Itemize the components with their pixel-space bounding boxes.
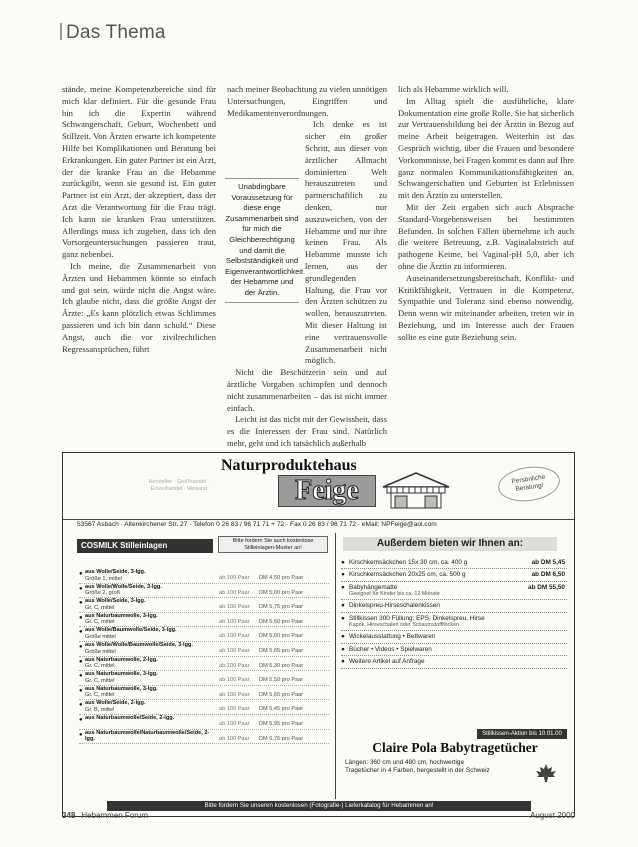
offer-price: ab DM 5,45 xyxy=(531,559,565,566)
product-row xyxy=(79,671,329,686)
offer-item xyxy=(341,569,567,581)
product-price: DM 5,45 pro Paar xyxy=(259,706,304,713)
product-name-block xyxy=(85,730,215,743)
product-name: aus Naturbaumwolle, 3-lgg. xyxy=(85,685,158,692)
product-row xyxy=(79,715,329,730)
bullet-icon: ● xyxy=(79,629,83,636)
offer-text: Stillkissen 300 Füllung: EPS, Dinkelspreu, Hirse xyxy=(349,614,485,622)
product-quantity: ab 100 Paar xyxy=(219,647,250,654)
offer-text: Kirschkernsäckchen 15x 30 cm, ca. 400 g xyxy=(349,559,468,566)
company-stamp: Hersteller · Großhandel · Einzelhandel · Versand xyxy=(148,479,210,492)
product-desc: Gr. C, mittel xyxy=(85,692,115,699)
claire-pola-title: Claire Pola Babytragetücher xyxy=(372,740,538,755)
offer-text: Kirschkernsäckchen 20x25 cm, ca. 500 g xyxy=(349,571,466,579)
bullet-icon: ● xyxy=(341,614,345,622)
product-row xyxy=(79,700,329,715)
offer-item xyxy=(341,557,567,569)
product-name: aus Wolle/Baumwolle/Seide, 3-lgg. xyxy=(85,627,177,634)
bullet-icon: ● xyxy=(79,673,83,680)
product-name-block xyxy=(85,627,215,640)
nursing-pads-panel xyxy=(63,533,336,799)
product-desc: Gr. C, mittel xyxy=(85,677,115,684)
offer-item xyxy=(341,600,567,612)
paragraph: Leicht ist das nicht mit der Gewissheit, dass es die Interessen der Frau sind. Natürlich mehr, geht und ich tatsächlich außerhalb xyxy=(227,414,387,448)
product-desc: Gr. C, mittel xyxy=(85,619,115,626)
claire-pola-text: Längen: 360 cm und 480 cm, hochwertige Tragetücher in 4 Farben, hergestellt in der Schweiz xyxy=(345,759,490,774)
offer-item xyxy=(341,644,567,656)
product-name-block xyxy=(85,642,215,655)
product-price: DM 5,00 pro Paar xyxy=(259,633,304,640)
product-row xyxy=(79,584,329,599)
offer-text: Weitere Artikel auf Anfrage xyxy=(349,658,425,666)
product-name-block xyxy=(85,657,215,670)
section-title: Das Thema xyxy=(66,22,166,43)
offer-text: Wickelausstattung • Bettwaren xyxy=(349,633,436,641)
page-date: August 2000 xyxy=(530,811,575,820)
page-footer-left xyxy=(62,811,148,820)
magazine-name: Hebammen Forum xyxy=(81,811,149,820)
product-desc: Größe 2, groß xyxy=(85,590,121,597)
product-price: DM 5,50 pro Paar xyxy=(259,618,304,625)
offer-subtext: Kapok, Hirseschalen oder Schaumstoffflocken xyxy=(349,622,460,629)
shop-house-icon xyxy=(381,471,451,509)
product-row xyxy=(79,657,329,672)
bullet-icon: ● xyxy=(79,571,83,577)
offers-list xyxy=(341,557,567,669)
product-quantity: ab 100 Paar xyxy=(219,735,250,742)
product-row xyxy=(79,598,329,613)
bullet-icon: ● xyxy=(79,643,83,650)
product-price: DM 5,65 pro Paar xyxy=(259,691,304,698)
promo-badge: Stillkissen-Aktion bis 10.01.00 xyxy=(477,729,567,739)
paragraph: Ich denke es ist sicher ein großer Schritt, aus dieser von ärztlicher Allmacht dominierten Welt herauszutreten und partnerschaftlich zu denken, nur auszuweichen, von der Hebamme und nur ihre keinen Frau. Als Hebamme musste ich lernen, aus der grundlegenden Haltung, die Frau vor den Ärzten schützen zu wollen, herauszutreten. Mit dieser Haltung ist eine vertrauensvolle Zusammenarbeit nicht möglich. xyxy=(305,119,387,366)
product-name: aus Wolle/Wolle/Seide, 3-lgg. xyxy=(85,583,162,590)
product-row xyxy=(79,569,329,584)
section-header xyxy=(60,22,166,44)
product-quantity: ab 100 Paar xyxy=(219,691,250,698)
product-price: DM 5,00 pro Paar xyxy=(259,589,304,596)
product-name-block xyxy=(85,715,215,722)
product-quantity: ab 100 Paar xyxy=(219,575,250,581)
product-name-block xyxy=(85,671,215,684)
product-name: aus Naturbaumwolle, 3-lgg. xyxy=(85,612,158,619)
offer-item xyxy=(341,631,567,643)
paragraph: Ich meine, die Zusammenarbeit von Ärzten und Hebammen könnte so einfach und gut sein, würde nicht die Angst wäre. Ich glaube nicht, dass die größte Angst der Ärzte: „Es kann plötzlich etwas Schlimmes passieren und ich bin dann schuld.“ Diese Angst, auch die vor zivilrechtlichen Regressansprüchen, führt xyxy=(62,260,216,354)
product-quantity: ab 100 Paar xyxy=(219,662,250,669)
product-row xyxy=(79,613,329,628)
bullet-icon: ● xyxy=(79,585,83,592)
product-price: DM 5,75 pro Paar xyxy=(259,604,304,611)
offer-text: Bücher • Videos • Spielwaren xyxy=(349,645,432,653)
product-desc: Größe 1, mittel xyxy=(85,575,122,582)
bullet-icon: ● xyxy=(341,583,345,591)
offers-title: Außerdem bieten wir Ihnen an: xyxy=(343,537,557,551)
product-desc: Gr. C, mittel xyxy=(85,663,115,670)
product-price: DM 5,65 pro Paar xyxy=(259,647,304,654)
product-desc: Größe mittel xyxy=(85,648,116,655)
page-number: 348 xyxy=(62,811,76,820)
bullet-icon: ● xyxy=(341,633,345,641)
product-name: aus Naturbaumwolle/Seide, 2-lgg. xyxy=(85,714,175,721)
product-name-block xyxy=(85,686,215,699)
paragraph: Im Alltag spielt die ausführliche, klare Dokumentation eine große Rolle. Sie hat sicherlich zur Vertrauensbildung bei der Ärztin in Bezug auf meine Arbeit beigetragen. Weiterhin ist das Gespräch wichtig, über die Frauen und besondere Vorkommnisse, bei Fragen kommt es dann auf Ihre ganz normalen Kommunikationsfähigkeiten an. Schwangerschaften und Geburten ist Erlebnissen mit den Ärztin zu unterstellen. xyxy=(398,95,574,201)
nursing-pads-title: COSMILK Stilleinlagen xyxy=(77,539,213,553)
product-name-block xyxy=(85,598,215,611)
shop-name: Naturproduktehaus xyxy=(221,457,357,474)
bullet-icon: ● xyxy=(341,602,345,610)
product-quantity: ab 100 Paar xyxy=(219,604,250,611)
product-price: DM 5,30 pro Paar xyxy=(259,662,304,669)
offer-item xyxy=(341,582,567,601)
ad-banner xyxy=(63,453,574,520)
offer-price: ab DM 6,50 xyxy=(531,571,565,579)
product-desc: Größe mittel xyxy=(85,633,116,640)
bullet-icon: ● xyxy=(341,559,345,566)
product-name-block xyxy=(85,569,215,582)
product-name: aus Naturbaumwolle/Naturbaumwolle/Seide, 2-lgg. xyxy=(85,729,210,743)
article-column-3 xyxy=(398,84,574,344)
offer-price: ab DM 55,50 xyxy=(528,583,565,591)
product-quantity: ab 100 Paar xyxy=(219,618,250,625)
product-name: aus Wolle/Wolle/Baumwolle/Seide, 3-lgg. xyxy=(85,641,193,648)
product-list xyxy=(79,569,329,744)
paragraph: stände, meine Kompetenzbereiche sind für mich klar definiert. Für die gesunde Frau bin ich die Expertin während Schwangerschaft, Geburt, Wochenbett und Stillzeit. Von Ärzten erwarte ich kompetente Hilfe bei Komplikationen und Beratung bei Erkrankungen. Ein guter Partner ist ein Arzt, der die kranke Frau an die Hebamme zurückgibt, wenn sie gesund ist. Ein guter Partner ist ein Arzt, der akzeptiert, dass der Arzt die Verantwortung für die Frau trägt. Ich kann sie kranken Frau unterstützen. Allerdings muss ich zugeben, dass ich den Vorsorgeuntersuchungen passieren traut, ganz nebenbei. xyxy=(62,84,216,260)
offer-text: Babyhängematte xyxy=(349,583,398,591)
article-column-1 xyxy=(62,84,216,355)
product-quantity: ab 100 Paar xyxy=(219,720,250,727)
product-quantity: ab 100 Paar xyxy=(219,633,250,640)
product-row xyxy=(79,642,329,657)
product-desc: Gr. C, mittel xyxy=(85,604,115,611)
product-name: aus Wolle/Seide, 2-lgg. xyxy=(85,700,146,707)
product-quantity: ab 100 Paar xyxy=(219,589,250,596)
product-quantity: ab 100 Paar xyxy=(219,706,250,713)
product-price: DM 5,95 pro Paar xyxy=(259,720,304,727)
product-price: DM 4,50 pro Paar xyxy=(259,575,304,581)
product-quantity: ab 100 Paar xyxy=(219,677,250,684)
bullet-icon: ● xyxy=(79,702,83,709)
bullet-icon: ● xyxy=(341,571,345,579)
product-name-block xyxy=(85,700,215,713)
product-name-block xyxy=(85,584,215,597)
bullet-icon: ● xyxy=(79,600,83,607)
offer-subtext: Geeignet für Kinder bis ca. 12 Monate xyxy=(349,591,440,598)
bullet-icon: ● xyxy=(79,731,83,738)
paragraph: nach meiner Beobachtung zu vielen unnötigen Untersuchungen, Eingriffen und Medikamentenverordnungen. xyxy=(227,84,387,118)
bullet-icon: ● xyxy=(79,716,83,723)
bullet-icon: ● xyxy=(79,614,83,621)
product-row xyxy=(79,627,329,642)
maple-leaf-icon xyxy=(531,763,561,783)
bullet-icon: ● xyxy=(79,687,83,694)
bullet-icon: ● xyxy=(79,658,83,665)
product-price: DM 5,50 pro Paar xyxy=(259,677,304,684)
header-bar xyxy=(60,23,62,40)
product-row xyxy=(79,686,329,701)
catalog-request-banner: Bitte fordern Sie unseren kostenlosen (Fotografie-) Lieferkatalog für Hebammen an! xyxy=(107,801,531,811)
offer-item xyxy=(341,656,567,668)
sample-note: Bitte fordern Sie auch kostenlose Stilleinlagen-Muster an! xyxy=(218,536,328,553)
paragraph: lich als Hebamme wirklich will. xyxy=(398,84,509,94)
product-name: aus Naturbaumwolle, 2-lgg. xyxy=(85,656,158,663)
product-desc: Gr. B, mittel xyxy=(85,706,115,713)
brand-logo: Feige xyxy=(278,475,376,507)
offer-text: Dinkelspreu-Hirseschalenkissen xyxy=(349,602,440,610)
bullet-icon: ● xyxy=(341,658,345,666)
paragraph: Mit der Zeit ergaben sich auch Absprache Standard-Vorgehensweisen bei bestimmten Befunden. In solchen Fällen übernehme ich auch die weitere Betreuung, z.B. Vaginalabstrich auf pathogene Keime, bei Vaginal-pH 5,0, aber ich ohne die Ärztin zu informieren. xyxy=(398,201,574,271)
advertisement xyxy=(62,452,575,817)
advice-badge: Persönliche Beratung! xyxy=(496,463,562,505)
product-name: aus Naturbaumwolle, 3-lgg. xyxy=(85,671,158,678)
pull-quote: Unabdingbare Voraussetzung für diese enge Zusammenarbeit sind für mich die Gleichberechtigung und damit die Selbstständigkeit und Eigenverantwortlichkeit der Hebamme und der Ärztin. xyxy=(225,178,299,303)
product-name: aus Wolle/Seide, 3-lgg. xyxy=(85,598,146,605)
product-name: aus Wolle/Seide, 3-lgg. xyxy=(85,569,146,575)
product-row xyxy=(79,730,329,745)
offers-panel xyxy=(335,533,573,799)
company-address: 53567 Asbach · Altenkirchener Str. 27 · Telefon 0 26 83 / 96 71 71 + 72 · Fax 0 26 83 / 96 71 72 · eMail: NPFeige@aol.com xyxy=(77,521,437,528)
product-name-block xyxy=(85,613,215,626)
bullet-icon: ● xyxy=(341,645,345,653)
offer-item xyxy=(341,613,567,632)
paragraph: Auseinandersetzungsbereitschaft, Konflikt- und Kritikfähigkeit, Vertrauen in die Kompetenz, Sympathie und Toleranz sind ebenso notwendig. Denn wenn wir miteinander arbeiten, treten wir in Beziehung, und im Interesse auch der Frauen sollte es eine gute Beziehung sein. xyxy=(398,272,574,342)
product-price: DM 6,75 pro Paar xyxy=(259,735,304,742)
paragraph: Nicht die Beschützerin sein und auf ärztliche Vorgaben schimpfen und dennoch nicht zusammenarbeiten – das ist nicht immer einfach. xyxy=(227,367,387,413)
